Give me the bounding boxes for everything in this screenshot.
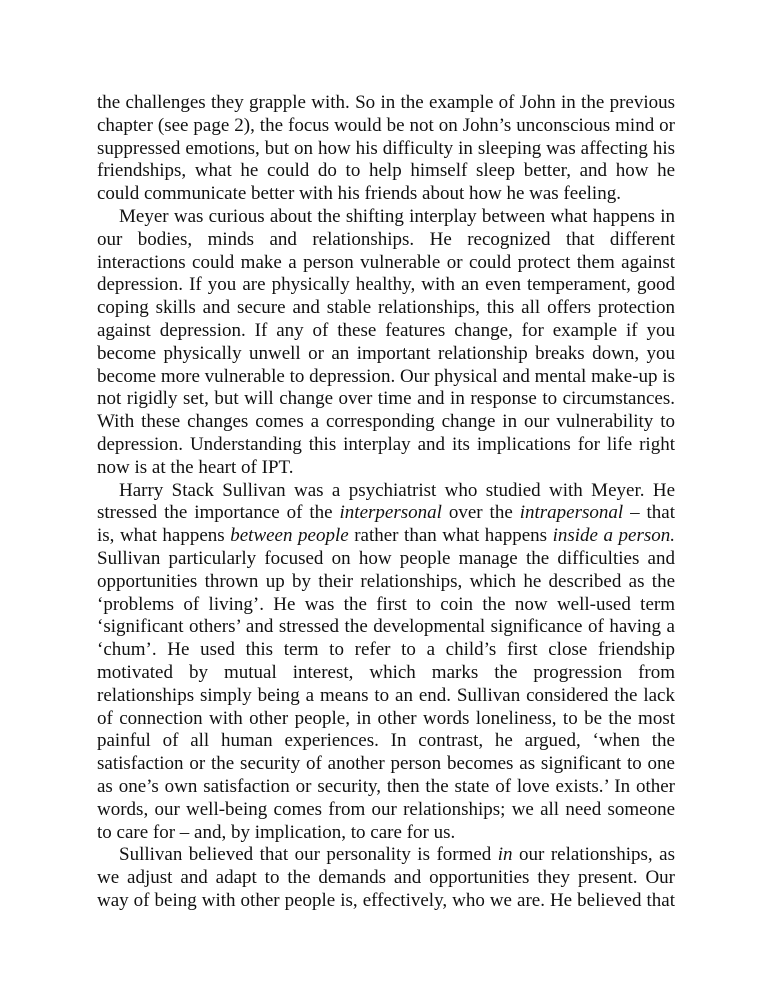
paragraph-text: Sullivan particularly focused on how people manage the difficulties and opportunities thrown up by their relationships, which he described as the ‘problems of living’. He was the first to coin the now well-used term ‘significant others’ and stressed the developmental significance of having a ‘chum’. He used this term to refer to a child’s first close friendship motivated by mutual interest, which marks the progression from relationships simply being a means to an end. Sullivan considered the lack of connection with other people, in other words loneliness, to be the most painful of all human experiences. In contrast, he argued, ‘when the satisfaction or the security of another person becomes as significant to one as one’s own satisfaction or security, then the state of love exists.’ In other words, our well-being comes from our relationships; we all need someone to care for – and, by implication, to care for us. (97, 547, 675, 843)
paragraph-text: over the (441, 502, 520, 524)
paragraph-meyer-interplay (97, 206, 675, 480)
paragraph-text: Harry Stack Sullivan was a psychiatrist who studied with Meyer. He stressed the importance of the (97, 479, 675, 524)
paragraph-sullivan-personality (97, 844, 675, 912)
emphasis-text: intrapersonal (519, 502, 624, 524)
paragraph-text: the challenges they grapple with. So in the example of John in the previous chapter (see page 2), the focus would be not on John’s unconscious mind or suppressed emotions, but on how his difficulty in sleeping was affecting his friendships, what he could do to help himself sleep better, and how he could communicate better with his friends about how he was feeling. (97, 92, 675, 205)
book-page-body (97, 92, 675, 913)
paragraph-text: Sullivan believed that our personality is formed (119, 844, 498, 866)
emphasis-text: interpersonal (339, 502, 442, 524)
paragraph-text: – that is, what happens (97, 502, 675, 547)
paragraph-john-example (97, 92, 675, 206)
paragraph-text: Meyer was curious about the shifting interplay between what happens in our bodies, minds and relationships. He recognized that different interactions could make a person vulnerable or could protect them against depression. If you are physically healthy, with an even temperament, good coping skills and secure and stable relationships, this all offers protection against depression. If any of these features change, for example if you become physically unwell or an important relationship breaks down, you become more vulnerable to depression. Our physical and mental make-up is not rigidly set, but will change over time and in response to circumstances. With these changes comes a corresponding change in our vulnerability to depression. Understanding this interplay and its implications for life right now is at the heart of IPT. (97, 205, 675, 478)
emphasis-text: between people (230, 525, 349, 547)
paragraph-text: our relationships, as we adjust and adapt to the demands and opportunities they present. Our way of being with other people is, effectively, who we are. He believed that (97, 844, 675, 911)
emphasis-text: inside a person. (552, 525, 675, 547)
paragraph-text: rather than what happens (348, 525, 553, 547)
emphasis-text: in (497, 844, 513, 866)
paragraph-sullivan-interpersonal (97, 480, 675, 845)
